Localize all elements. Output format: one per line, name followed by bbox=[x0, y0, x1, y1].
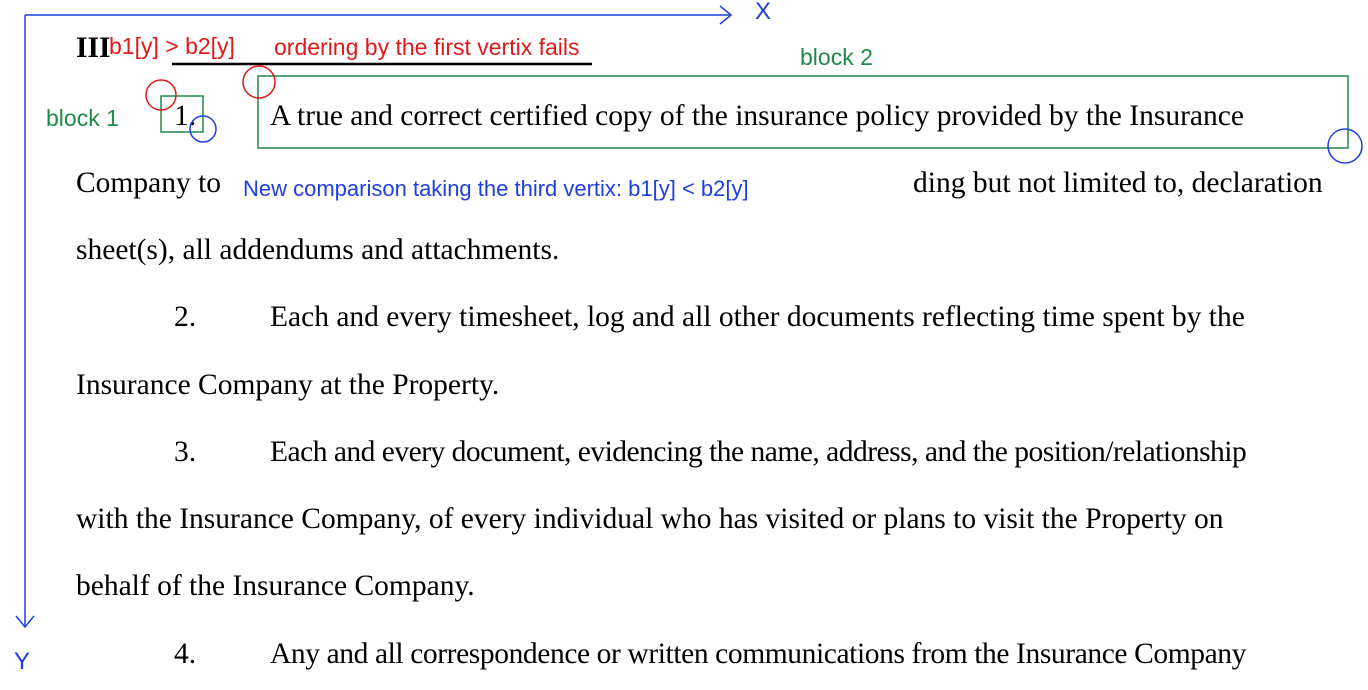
block-2-label: block 2 bbox=[800, 44, 873, 70]
block-1-box bbox=[161, 96, 203, 132]
block-1-label: block 1 bbox=[46, 105, 119, 131]
item-4-number: 4. bbox=[174, 638, 197, 670]
block-2-box bbox=[258, 76, 1348, 148]
line-2-end: ding but not limited to, declaration bbox=[913, 167, 1323, 199]
line-3: sheet(s), all addendums and attachments. bbox=[76, 234, 560, 266]
block-2-first-vertex-marker bbox=[243, 66, 275, 98]
item-2-number: 2. bbox=[174, 301, 197, 333]
item-1-number: 1. bbox=[174, 100, 197, 132]
item-2-text: Each and every timesheet, log and all other documents reflecting time spent by the bbox=[270, 301, 1245, 333]
item-1-text: A true and correct certified copy of the insurance policy provided by the Insurance bbox=[270, 100, 1244, 132]
red-condition-label: b1[y] > b2[y] bbox=[109, 33, 235, 59]
x-axis-label: X bbox=[755, 0, 772, 25]
third-vertex-comparison-message: New comparison taking the third vertix: b1[y] < b2[y] bbox=[243, 176, 749, 201]
line-7: with the Insurance Company, of every individual who has visited or plans to visit the Property on bbox=[76, 503, 1224, 535]
y-axis-label: Y bbox=[14, 648, 31, 675]
item-3-text: Each and every document, evidencing the name, address, and the position/relationship bbox=[270, 436, 1247, 468]
line-8: behalf of the Insurance Company. bbox=[76, 570, 475, 602]
line-5: Insurance Company at the Property. bbox=[76, 369, 500, 401]
block-2-third-vertex-marker bbox=[1328, 129, 1362, 163]
line-2-start: Company to bbox=[76, 167, 222, 199]
heading-text: III bbox=[76, 32, 111, 64]
red-failure-message: ordering by the first vertix fails bbox=[274, 34, 580, 60]
item-3-number: 3. bbox=[174, 436, 197, 468]
item-4-text: Any and all correspondence or written communications from the Insurance Company bbox=[270, 638, 1247, 670]
